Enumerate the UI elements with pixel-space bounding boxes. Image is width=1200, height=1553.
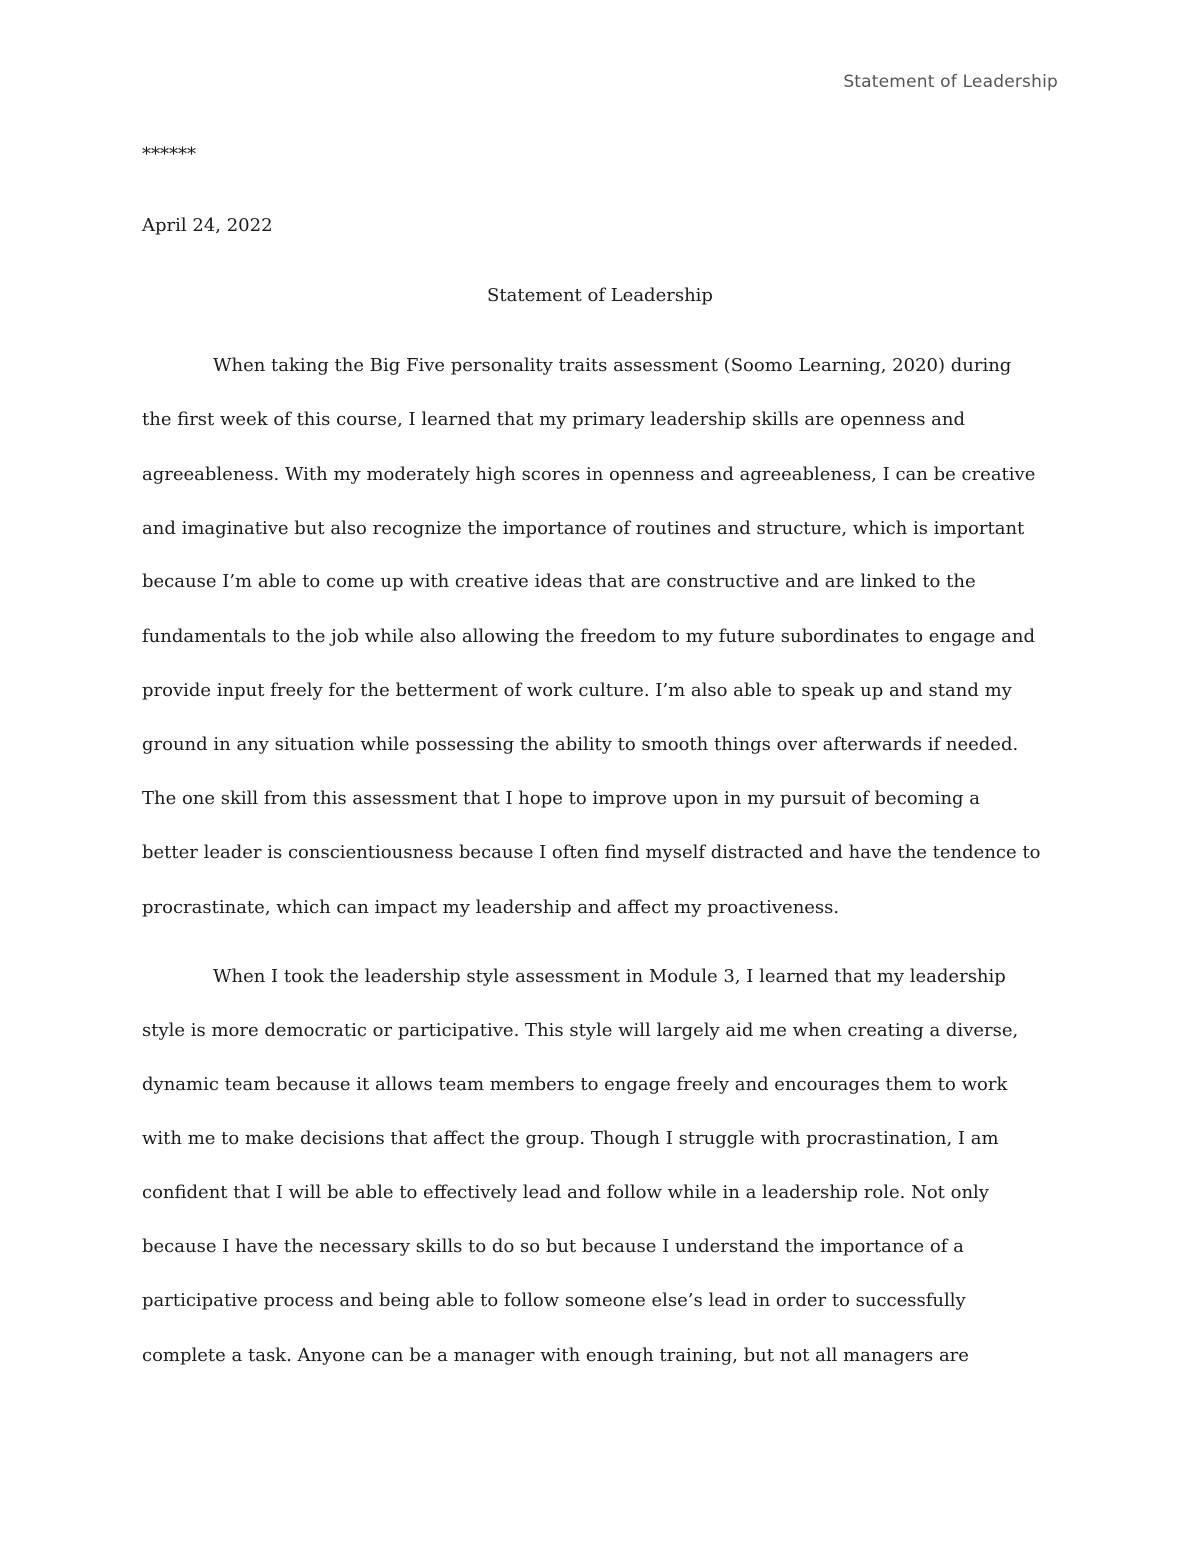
author-name-redacted: ****** <box>142 144 196 165</box>
paragraph-line: procrastinate, which can impact my leadership and affect my proactiveness. <box>142 897 840 918</box>
paragraph-line: because I have the necessary skills to do so but because I understand the importance of a <box>142 1236 964 1257</box>
document-date: April 24, 2022 <box>142 215 273 236</box>
paragraph-line: confident that I will be able to effectively lead and follow while in a leadership role. Not only <box>142 1182 989 1203</box>
paragraph-line: agreeableness. With my moderately high scores in openness and agreeableness, I can be creative <box>142 464 1036 485</box>
paragraph-line: When I took the leadership style assessment in Module 3, I learned that my leadership <box>213 966 1006 987</box>
paragraph-line: fundamentals to the job while also allowing the freedom to my future subordinates to engage and <box>142 626 1036 647</box>
paragraph-line: better leader is conscientiousness because I often find myself distracted and have the tendence to <box>142 842 1041 863</box>
paragraph-line: provide input freely for the betterment of work culture. I’m also able to speak up and stand my <box>142 680 1012 701</box>
paragraph-line: complete a task. Anyone can be a manager with enough training, but not all managers are <box>142 1345 969 1366</box>
paragraph-line: the first week of this course, I learned that my primary leadership skills are openness and <box>142 409 965 430</box>
paragraph-line: and imaginative but also recognize the importance of routines and structure, which is important <box>142 518 1025 539</box>
paragraph-line: ground in any situation while possessing the ability to smooth things over afterwards if needed. <box>142 734 1019 755</box>
running-head: Statement of Leadership <box>843 72 1058 92</box>
paragraph-line: The one skill from this assessment that I hope to improve upon in my pursuit of becoming a <box>142 788 981 809</box>
paragraph-line: with me to make decisions that affect the group. Though I struggle with procrastination, I am <box>142 1128 999 1149</box>
document-title: Statement of Leadership <box>487 285 713 306</box>
paragraph-line: because I’m able to come up with creative ideas that are constructive and are linked to the <box>142 571 976 592</box>
paragraph-line: style is more democratic or participative. This style will largely aid me when creating a diverse, <box>142 1020 1019 1041</box>
paragraph-line: participative process and being able to follow someone else’s lead in order to successfully <box>142 1290 966 1311</box>
paragraph-line: When taking the Big Five personality traits assessment (Soomo Learning, 2020) during <box>213 355 1012 376</box>
paragraph-line: dynamic team because it allows team members to engage freely and encourages them to work <box>142 1074 1008 1095</box>
